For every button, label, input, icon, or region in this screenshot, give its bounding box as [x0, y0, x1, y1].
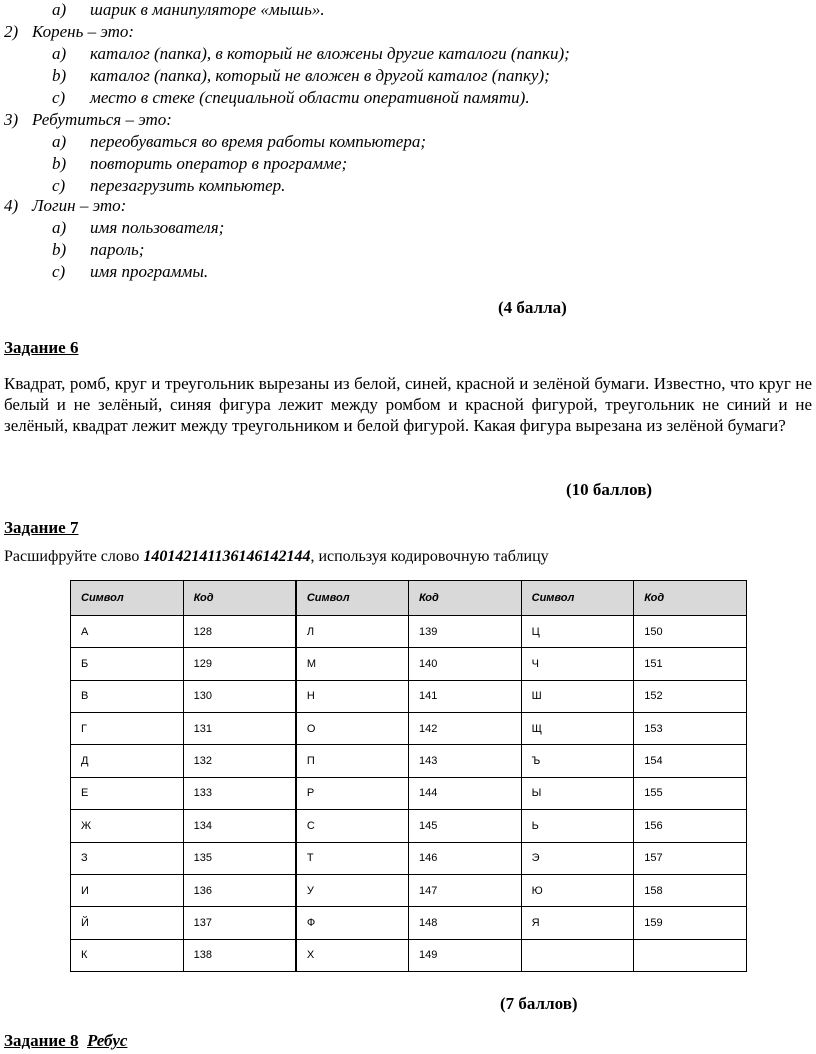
symbol-cell: Ц [521, 616, 634, 648]
q2-number: 2) [4, 22, 19, 41]
code-cell: 150 [634, 616, 747, 648]
code-cell: 131 [183, 713, 296, 745]
task8-heading: Задание 8 [4, 1031, 79, 1050]
code-cell: 156 [634, 810, 747, 842]
task8-subtitle: Ребус [86, 1031, 128, 1050]
task7-code-word: 140142141136146142144 [143, 548, 311, 565]
q2-option-b-text: каталог (папка), который не вложен в другой каталог (папку); [90, 66, 550, 85]
code-table-header-row [71, 581, 747, 616]
symbol-cell: В [71, 680, 184, 712]
table-row [71, 907, 747, 939]
code-cell: 129 [183, 648, 296, 680]
symbol-cell: У [296, 874, 409, 906]
symbol-cell: Я [521, 907, 634, 939]
table-row [71, 616, 747, 648]
symbol-cell: Г [71, 713, 184, 745]
symbol-cell: Щ [521, 713, 634, 745]
q4-option-c-text: имя программы. [90, 262, 209, 281]
symbol-cell: Л [296, 616, 409, 648]
code-table [70, 580, 747, 972]
task6-points: (10 баллов) [566, 480, 653, 499]
q4-option-a-letter: a) [52, 218, 67, 237]
code-cell [634, 939, 747, 971]
code-cell: 136 [183, 874, 296, 906]
q2-option-b-letter: b) [52, 66, 67, 85]
q3-number: 3) [4, 110, 19, 129]
symbol-cell: Й [71, 907, 184, 939]
q3-option-a-text: переобуваться во время работы компьютера; [90, 132, 426, 151]
code-cell: 145 [408, 810, 521, 842]
symbol-cell: Ы [521, 777, 634, 809]
code-cell: 157 [634, 842, 747, 874]
header-symbol-3: Символ [521, 581, 634, 616]
q4-option-b-letter: b) [52, 240, 67, 259]
symbol-cell: Р [296, 777, 409, 809]
code-cell: 128 [183, 616, 296, 648]
symbol-cell [521, 939, 634, 971]
q1-option-a-letter: a) [52, 0, 67, 19]
code-cell: 140 [408, 648, 521, 680]
header-code-1: Код [183, 581, 296, 616]
symbol-cell: Ч [521, 648, 634, 680]
header-code-2: Код [408, 581, 521, 616]
code-cell: 137 [183, 907, 296, 939]
table-row [71, 680, 747, 712]
symbol-cell: Е [71, 777, 184, 809]
q4-option-a-text: имя пользователя; [90, 218, 225, 237]
table-row [71, 874, 747, 906]
symbol-cell: Т [296, 842, 409, 874]
code-cell: 155 [634, 777, 747, 809]
code-cell: 153 [634, 713, 747, 745]
task6-heading: Задание 6 [4, 338, 79, 357]
q3-option-b-letter: b) [52, 154, 67, 173]
symbol-cell: Ю [521, 874, 634, 906]
q3-title: Ребутиться – это: [32, 110, 172, 129]
table-row [71, 939, 747, 971]
q4-option-c-letter: c) [52, 262, 66, 281]
table-row [71, 810, 747, 842]
header-symbol-1: Символ [71, 581, 184, 616]
code-cell: 134 [183, 810, 296, 842]
code-cell: 139 [408, 616, 521, 648]
q2-title: Корень – это: [32, 22, 135, 41]
task7-intro [4, 548, 549, 566]
header-code-3: Код [634, 581, 747, 616]
code-cell: 135 [183, 842, 296, 874]
q2-option-c-text: место в стеке (специальной области оперативной памяти). [90, 88, 530, 107]
symbol-cell: П [296, 745, 409, 777]
q3-option-c-text: перезагрузить компьютер. [90, 176, 286, 195]
q3-option-b-text: повторить оператор в программе; [90, 154, 348, 173]
code-cell: 138 [183, 939, 296, 971]
q4-title: Логин – это: [32, 196, 127, 215]
task7-intro-after: , используя кодировочную таблицу [310, 548, 549, 565]
code-cell: 154 [634, 745, 747, 777]
symbol-cell: М [296, 648, 409, 680]
code-cell: 146 [408, 842, 521, 874]
task7-points: (7 баллов) [500, 994, 578, 1013]
code-cell: 130 [183, 680, 296, 712]
symbol-cell: З [71, 842, 184, 874]
code-cell: 159 [634, 907, 747, 939]
symbol-cell: И [71, 874, 184, 906]
symbol-cell: Ь [521, 810, 634, 842]
symbol-cell: Э [521, 842, 634, 874]
code-cell: 132 [183, 745, 296, 777]
q2-option-c-letter: c) [52, 88, 66, 107]
code-cell: 144 [408, 777, 521, 809]
code-cell: 142 [408, 713, 521, 745]
symbol-cell: А [71, 616, 184, 648]
symbol-cell: Б [71, 648, 184, 680]
symbol-cell: Д [71, 745, 184, 777]
task8-title [4, 1031, 127, 1051]
q3-option-a-letter: a) [52, 132, 67, 151]
code-cell: 152 [634, 680, 747, 712]
symbol-cell: Ф [296, 907, 409, 939]
symbol-cell: С [296, 810, 409, 842]
table-row [71, 842, 747, 874]
code-cell: 141 [408, 680, 521, 712]
symbol-cell: Х [296, 939, 409, 971]
table-row [71, 745, 747, 777]
q2-option-a-text: каталог (папка), в который не вложены другие каталоги (папки); [90, 44, 570, 63]
symbol-cell: Ж [71, 810, 184, 842]
q1-option-a-text: шарик в манипуляторе «мышь». [90, 0, 325, 19]
code-cell: 148 [408, 907, 521, 939]
code-cell: 143 [408, 745, 521, 777]
table-row [71, 648, 747, 680]
symbol-cell: Ш [521, 680, 634, 712]
task5-points: (4 балла) [498, 298, 567, 317]
task6-text: Квадрат, ромб, круг и треугольник вырезаны из белой, синей, красной и зелёной бумаги. Известно, что круг не белый и не зелёный, синяя фигура лежит между ромбом и красной фигурой, треугольник не синий и не зелёный, квадрат лежит между треугольником и белой фигурой. Какая фигура вырезана из зелёной бумаги? [4, 374, 812, 435]
code-cell: 151 [634, 648, 747, 680]
table-row [71, 777, 747, 809]
code-cell: 133 [183, 777, 296, 809]
symbol-cell: Ъ [521, 745, 634, 777]
q3-option-c-letter: c) [52, 176, 66, 195]
code-cell: 147 [408, 874, 521, 906]
task7-intro-before: Расшифруйте слово [4, 548, 144, 565]
symbol-cell: Н [296, 680, 409, 712]
q2-option-a-letter: a) [52, 44, 67, 63]
q4-option-b-text: пароль; [90, 240, 145, 259]
task7-heading: Задание 7 [4, 518, 79, 537]
symbol-cell: К [71, 939, 184, 971]
q4-number: 4) [4, 196, 19, 215]
code-cell: 158 [634, 874, 747, 906]
code-cell: 149 [408, 939, 521, 971]
table-row [71, 713, 747, 745]
header-symbol-2: Символ [296, 581, 409, 616]
symbol-cell: О [296, 713, 409, 745]
